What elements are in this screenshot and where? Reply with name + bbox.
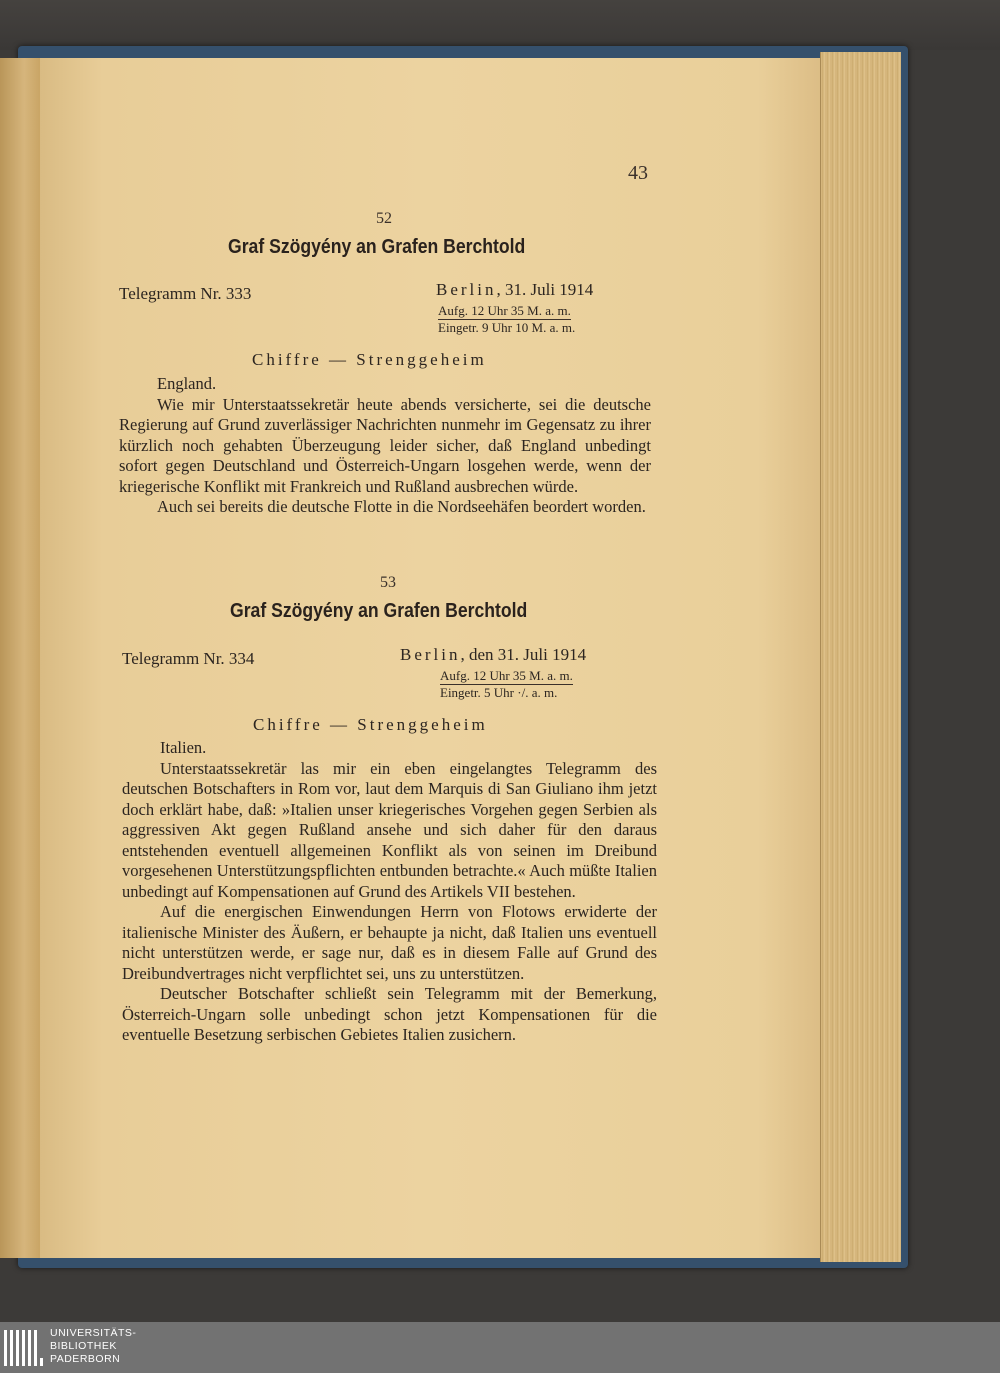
book-page (40, 58, 820, 1258)
document-number: 53 (380, 574, 396, 591)
logo-line: PADERBORN (50, 1353, 121, 1365)
left-page-edge (0, 58, 45, 1258)
document-title: Graf Szögyény an Grafen Berchtold (230, 600, 528, 622)
scan-background (0, 0, 1000, 50)
classification: Chiffre — Strenggeheim (252, 350, 487, 369)
classification: Chiffre — Strenggeheim (253, 715, 488, 734)
library-logo-text (50, 1327, 136, 1366)
paragraph: Wie mir Unterstaatssekretär heute abends versicherte, sei die deutsche Regierung auf Grund zuverlässiger Nachrichten nunmehr im Gegensatz zu ihrer kürzlich noch gehabten Überzeugung leider sicher, daß England unbedingt sofort gegen Deutschland und Österreich-Ungarn losgehen werde, wenn der kriegerische Konflikt mit Frankreich und Rußland ausbrechen würde. (119, 394, 651, 496)
page-edges (820, 52, 901, 1262)
received-time: Eingetr. 5 Uhr ·/. a. m. (440, 685, 558, 700)
library-logo-icon (4, 1330, 44, 1366)
telegram-number: Telegramm Nr. 334 (122, 649, 255, 668)
dateline-place: Berlin (400, 645, 461, 664)
dateline-date: , 31. Juli 1914 (496, 280, 594, 299)
paragraph: Deutscher Botschafter schließt sein Telegramm mit der Bemerkung, Österreich-Ungarn solle unbedingt schon jetzt Kompensationen für die eventuelle Besetzung serbischen Gebietes Italien zusichern. (122, 984, 657, 1044)
dateline-date: , den 31. Juli 1914 (460, 645, 587, 664)
paragraph: Italien. (160, 738, 207, 757)
dateline (400, 645, 586, 665)
page-number: 43 (628, 162, 648, 184)
dateline-place: Berlin (436, 280, 497, 299)
paragraph: England. (157, 374, 217, 393)
document-title: Graf Szögyény an Grafen Berchtold (228, 236, 526, 258)
document-body (122, 738, 657, 1046)
paragraph: Unterstaatssekretär las mir ein eben eingelangtes Telegramm des deutschen Botschafters in Rom vor, laut dem Marquis di San Giuliano ihm jetzt doch erklärt habe, daß: »Italien unser kriegerisches Vorgehen gegen Serbien als aggressiven Akt gegen Rußland ansehe und sich daher für den daraus entstehenden eventuell allgemeinen Konflikt als von seinen im Dreibund vorgesehenen Unterstützungspflichten entbunden betrachte.« Auch müßte Italien unbedingt auf Kompensationen auf Grund des Artikels VII bestehen. (122, 758, 657, 901)
paragraph: Auf die energischen Einwendungen Herrn von Flotows erwiderte der italienische Minister des Äußern, er behaupte ja nicht, daß Italien uns eventuell nicht unterstützen werde, er sage nur, daß es in diesem Falle auf Grund des Dreibundvertrages nicht verpflichtet sei, uns zu unterstützen. (122, 902, 657, 983)
paragraph: Auch sei bereits die deutsche Flotte in die Nordseehäfen beordert worden. (157, 497, 646, 516)
received-time: Eingetr. 9 Uhr 10 M. a. m. (438, 320, 576, 335)
dateline (436, 280, 593, 300)
logo-line: BIBLIOTHEK (50, 1340, 117, 1352)
document-body (119, 374, 651, 518)
sent-time: Aufg. 12 Uhr 35 M. a. m. (438, 303, 571, 318)
telegram-number: Telegramm Nr. 333 (119, 284, 252, 303)
sent-time: Aufg. 12 Uhr 35 M. a. m. (440, 668, 573, 683)
logo-line: UNIVERSITÄTS- (50, 1327, 137, 1339)
library-footer (0, 1322, 1000, 1373)
document-number: 52 (376, 210, 392, 227)
